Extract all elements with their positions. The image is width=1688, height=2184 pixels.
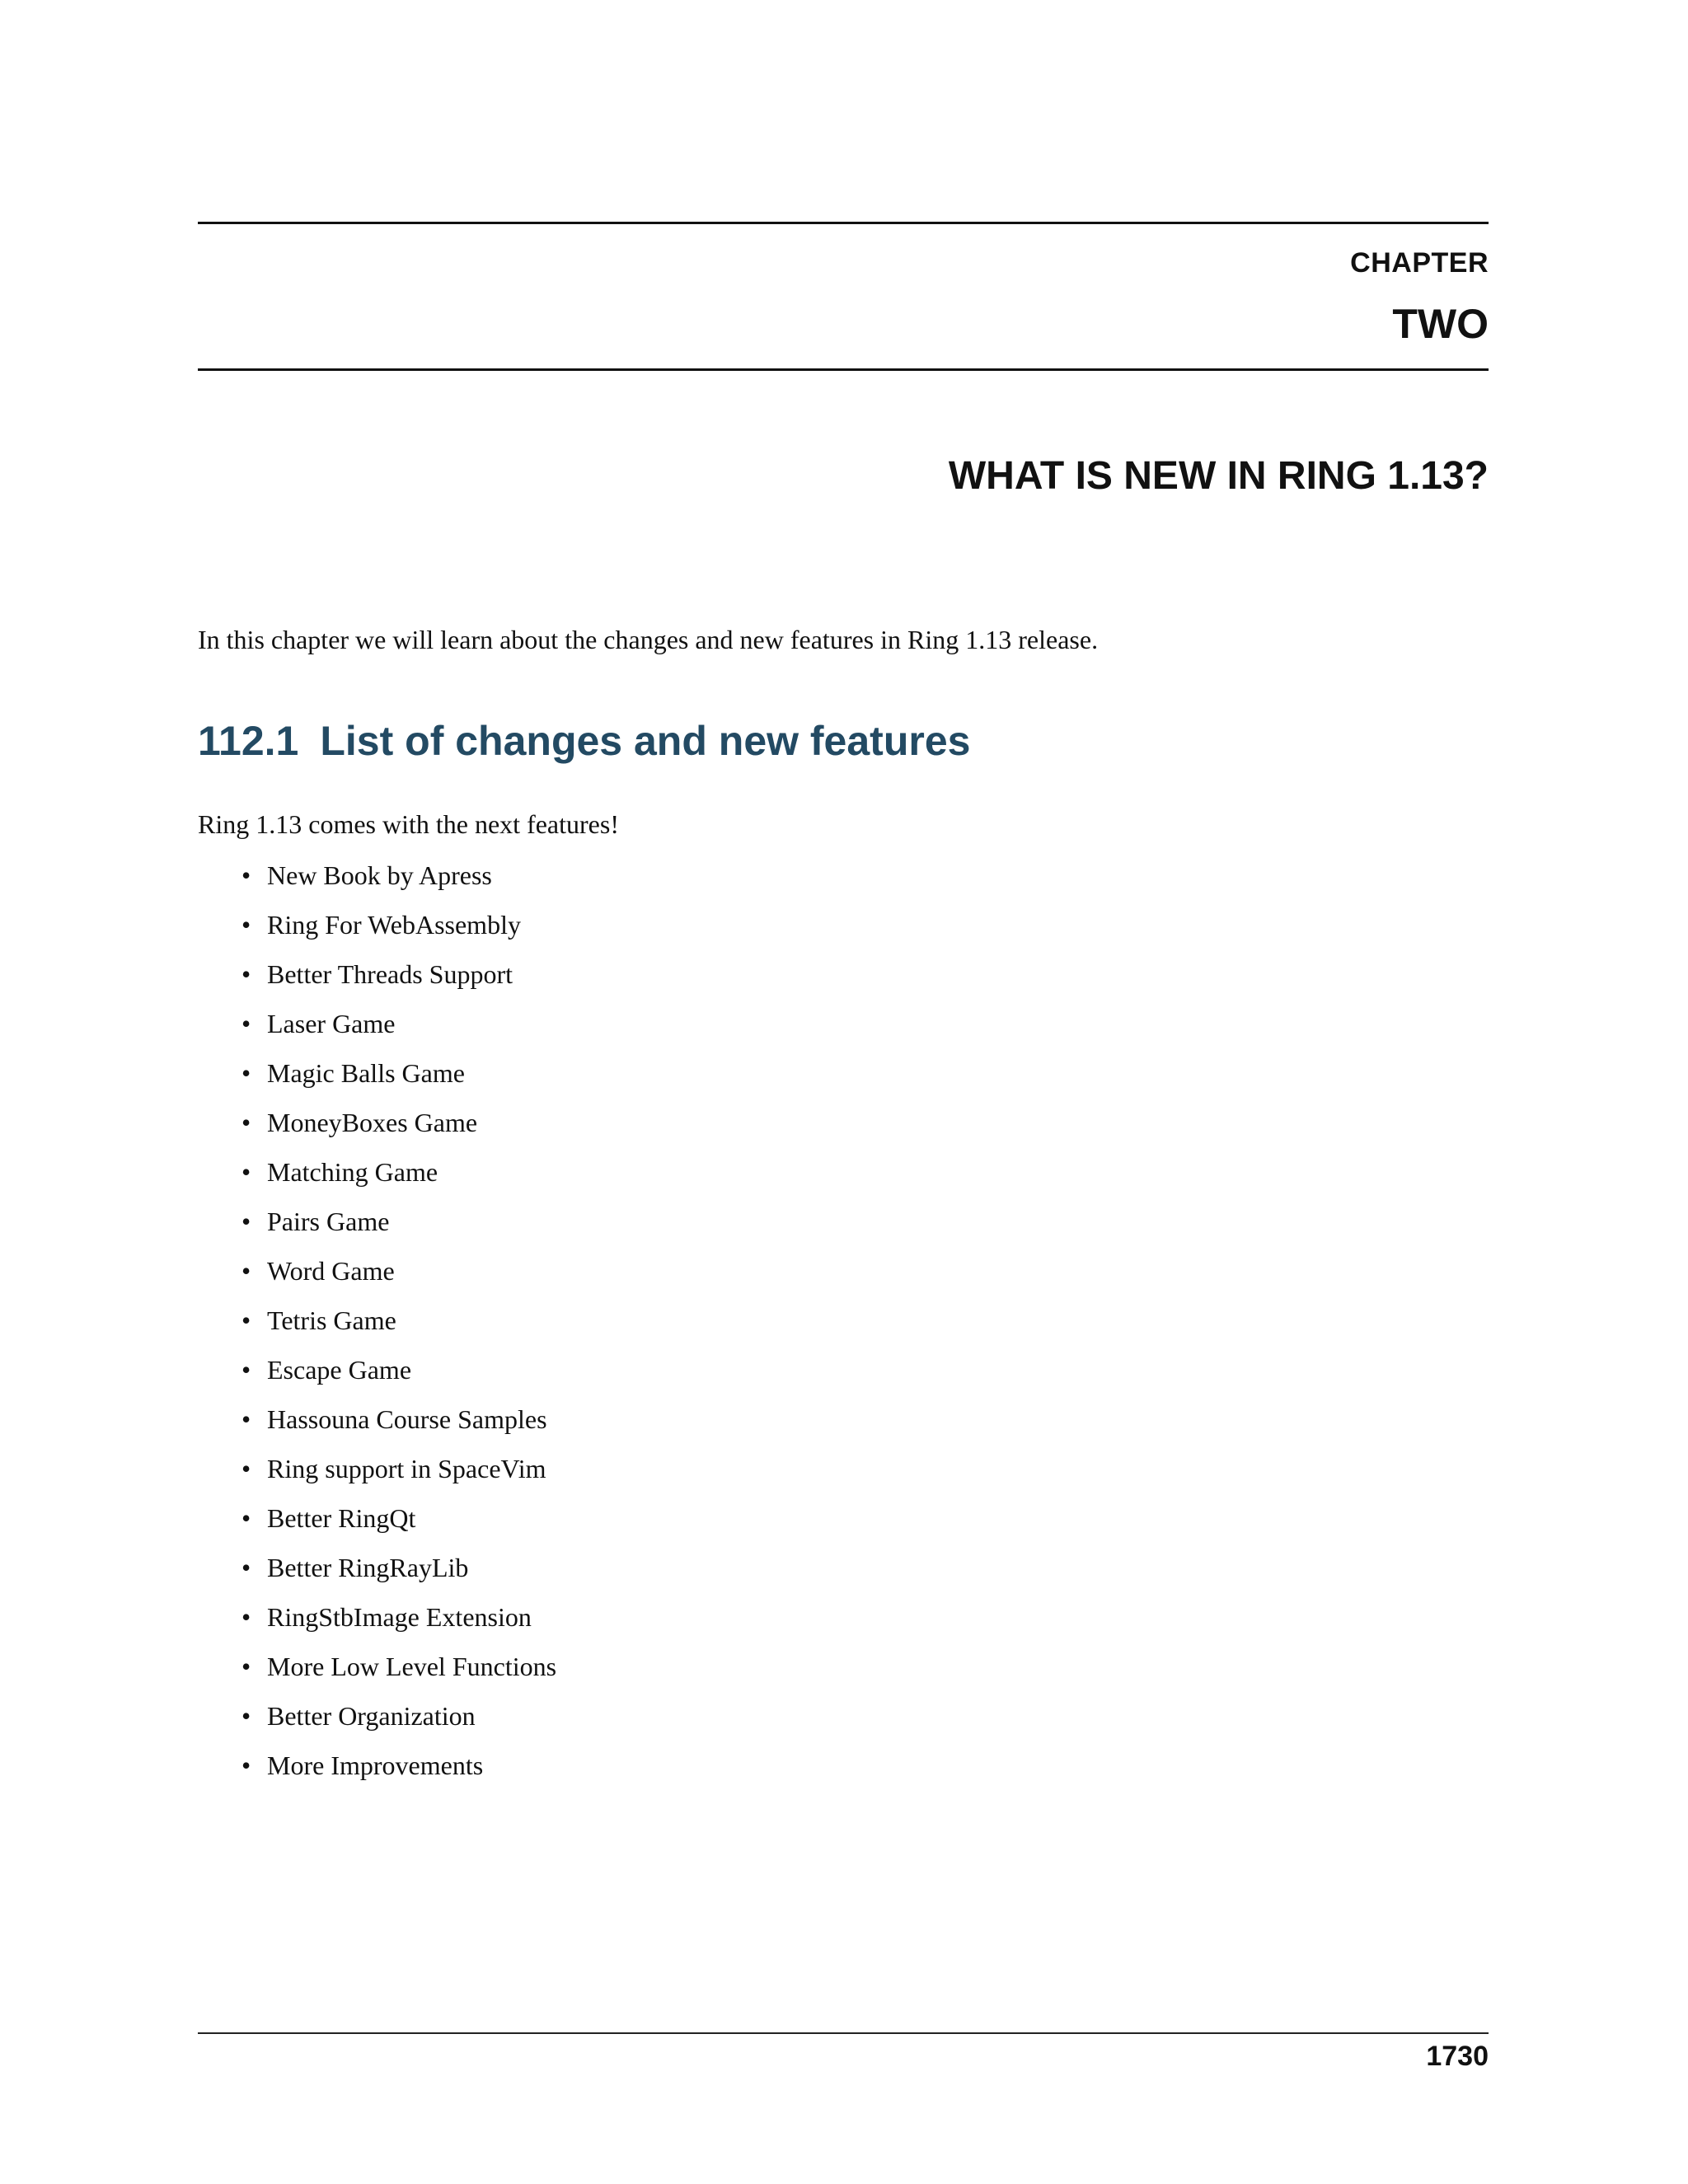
bullet-icon: • xyxy=(241,1404,251,1434)
bullet-icon: • xyxy=(241,1157,251,1187)
chapter-title: WHAT IS NEW IN RING 1.13? xyxy=(948,454,1489,498)
list-item-label: Matching Game xyxy=(267,1157,438,1187)
list-item-label: Better RingQt xyxy=(267,1503,416,1533)
bullet-icon: • xyxy=(241,1207,251,1236)
list-item-label: Pairs Game xyxy=(267,1207,390,1236)
footer-rule xyxy=(198,2032,1489,2034)
list-item-label: Ring For WebAssembly xyxy=(267,910,521,940)
list-item-label: RingStbImage Extension xyxy=(267,1602,532,1632)
bullet-icon: • xyxy=(241,1009,251,1038)
list-item-label: Better Threads Support xyxy=(267,959,513,989)
bullet-icon: • xyxy=(241,1454,251,1483)
list-item-label: Ring support in SpaceVim xyxy=(267,1454,546,1483)
intro-paragraph: In this chapter we will learn about the changes and new features in Ring 1.13 release. xyxy=(198,625,1099,654)
bullet-icon: • xyxy=(241,1553,251,1582)
list-item-label: Laser Game xyxy=(267,1009,396,1038)
bullet-icon: • xyxy=(241,910,251,940)
bullet-icon: • xyxy=(241,1108,251,1137)
list-item-label: Word Game xyxy=(267,1256,395,1286)
bullet-icon: • xyxy=(241,1058,251,1088)
section-lead: Ring 1.13 comes with the next features! xyxy=(198,809,619,839)
bullet-icon: • xyxy=(241,1256,251,1286)
list-item-label: Better RingRayLib xyxy=(267,1553,469,1582)
bullet-icon: • xyxy=(241,1750,251,1780)
list-item-label: New Book by Apress xyxy=(267,860,492,890)
bullet-icon: • xyxy=(241,1503,251,1533)
list-item-label: More Low Level Functions xyxy=(267,1652,557,1681)
list-item-label: More Improvements xyxy=(267,1750,484,1780)
bullet-icon: • xyxy=(241,860,251,890)
bullet-icon: • xyxy=(241,1355,251,1385)
bullet-icon: • xyxy=(241,1652,251,1681)
list-item-label: Escape Game xyxy=(267,1355,412,1385)
list-item-label: Tetris Game xyxy=(267,1305,396,1335)
bullet-icon: • xyxy=(241,1305,251,1335)
section-heading xyxy=(198,717,970,765)
list-item-label: Magic Balls Game xyxy=(267,1058,465,1088)
bullet-icon: • xyxy=(241,959,251,989)
bullet-icon: • xyxy=(241,1701,251,1731)
chapter-bottom-rule xyxy=(198,368,1489,371)
list-item-label: Hassouna Course Samples xyxy=(267,1404,547,1434)
chapter-top-rule xyxy=(198,222,1489,224)
list-item-label: MoneyBoxes Game xyxy=(267,1108,478,1137)
section-number: 112.1 xyxy=(198,718,299,764)
list-item-label: Better Organization xyxy=(267,1701,476,1731)
section-title: List of changes and new features xyxy=(320,718,971,764)
bullet-icon: • xyxy=(241,1602,251,1632)
page-number: 1730 xyxy=(1426,2041,1489,2072)
chapter-number: TWO xyxy=(1392,301,1489,347)
chapter-label: CHAPTER xyxy=(1350,247,1489,279)
